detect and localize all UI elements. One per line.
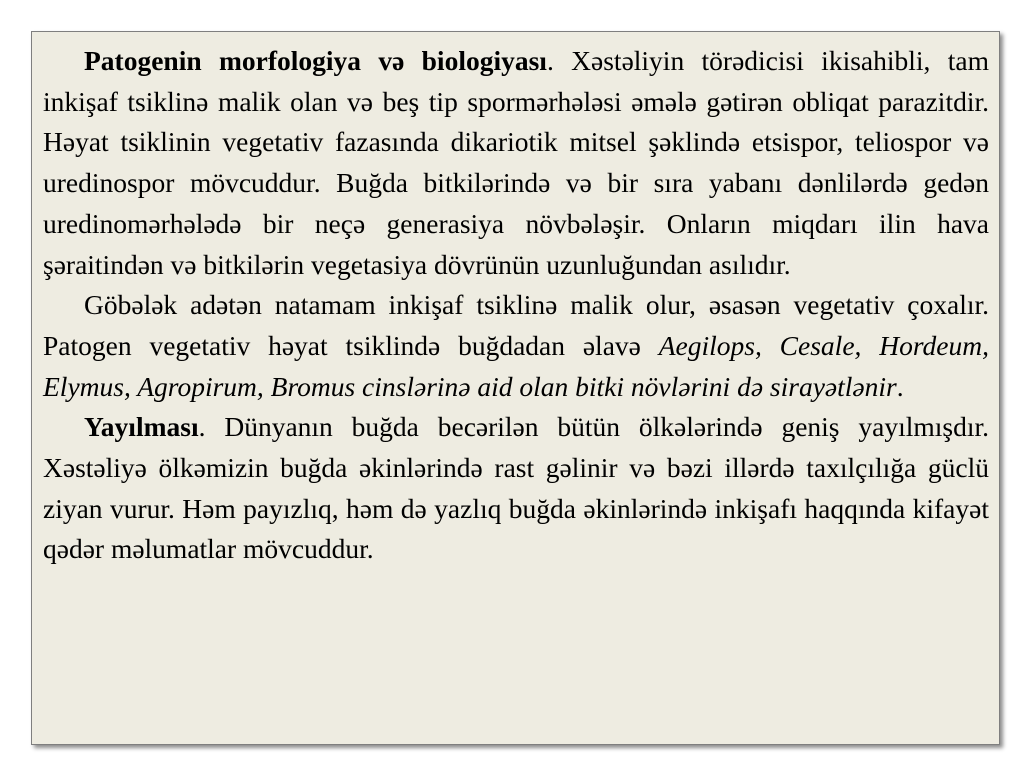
paragraph-fungus-body: Göbələk adətən natamam inkişaf tsiklinə malik olur, əsasən vegetativ çoxalır. Patogen vegetativ həyat tsiklində buğdadan əlavə (43, 289, 989, 361)
heading-morphology: Patogenin morfologiya və biologiyası (84, 45, 547, 76)
heading-morphology-period: . (546, 45, 554, 76)
text-box (31, 31, 1000, 745)
paragraph-fungus-italic: Aegilops, Cesale, Hordeum, Elymus, Agropirum, Bromus cinslərinə aid olan bitki növlərini də sirayətlənir (43, 329, 989, 402)
paragraph-fungus-end: . (896, 370, 904, 402)
paragraph-fungus (43, 285, 989, 407)
heading-distribution: Yayılması (84, 411, 199, 443)
paragraph-distribution-body: Dünyanın buğda becərilən bütün ölkələrində geniş yayılmışdır. Xəstəliyə ölkəmizin buğda əkinlərində rast gəlinir və bəzi illərdə taxılçılığa güclü ziyan vurur. Həm payızlıq, həm də yazlıq buğda əkinlərində inkişafı haqqında kifayət qədər məlumatlar mövcuddur. (43, 411, 989, 565)
paragraph-distribution (43, 407, 989, 570)
paragraph-morphology-body: Xəstəliyin törədicisi ikisahibli, tam inkişaf tsiklinə malik olan və beş tip spormərhələsi əmələ gətirən obliqat parazitdir. Həyat tsiklinin vegetativ fazasında dikariotik mitsel şəklində etsispor, teliospor və uredinospor mövcuddur. Buğda bitkilərində və bir sıra yabanı dənlilərdə gedən uredinomərhələdə bir neçə generasiya növbələşir. Onların miqdarı ilin hava şəraitindən və bitkilərin vegetasiya dövrünün uzunluğundan asılıdır. (43, 45, 989, 280)
paragraph-morphology (43, 41, 989, 285)
heading-distribution-period: . (198, 411, 206, 443)
